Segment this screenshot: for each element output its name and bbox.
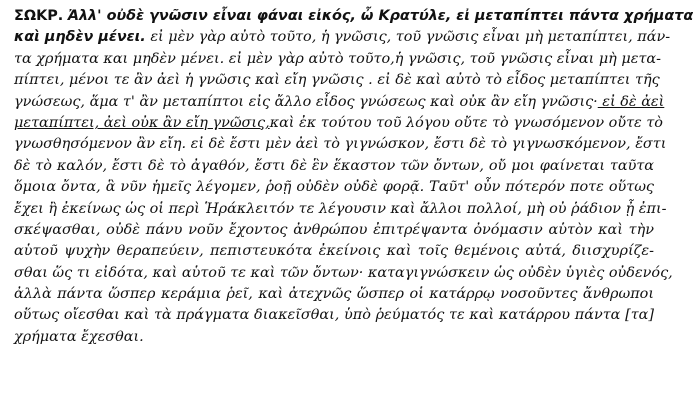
underlined-text: εἰ δὲ ἀεὶ (597, 93, 665, 110)
text-line: δὲ τὸ καλόν, ἔστι δὲ τὸ ἀγαθόν, ἔστι δὲ ἓν ἕκαστον τῶν ὄντων, οὔ μοι φαίνεται ταῦτα (14, 157, 654, 174)
text-line: ἔχει ἢ ἐκείνως ὡς οἱ περὶ Ἡράκλειτόν τε λέγουσιν καὶ ἄλλοι πολλοί, μὴ οὐ ῥάδιον ᾖ ἐπι- (14, 200, 667, 217)
text-line: οὕτως οἴεσθαι καὶ τὰ πράγματα διακεῖσθαι, ὑπὸ ῥεύματός τε καὶ κατάρρου πάντα [τα] (14, 307, 654, 324)
text-line (14, 92, 665, 113)
underlined-text: μεταπίπτει, ἀεὶ οὐκ ἂν εἴη γνῶσις, (14, 114, 270, 131)
text-line: αὑτοῦ ψυχὴν θεραπεύειν, πεπιστευκότα ἐκείνοις καὶ τοῖς θεμένοις αὐτά, διισχυρίζε- (14, 243, 654, 260)
text-line: πίπτει, μένοι τε ἂν ἀεὶ ἡ γνῶσις καὶ εἴη γνῶσις . εἰ δὲ καὶ αὐτὸ τὸ εἶδος μεταπίπτει τῆς (14, 72, 660, 89)
text-line: γνωσθησόμενον ἂν εἴη. εἰ δὲ ἔστι μὲν ἀεὶ τὸ γιγνώσκον, ἔστι δὲ τὸ γιγνωσκόμενον, ἔστι (14, 136, 667, 153)
line-text: καὶ ἐκ τούτου τοῦ λόγου οὔτε τὸ γνωσόμενον οὔτε τὸ (269, 114, 663, 131)
text-line: ἀλλὰ πάντα ὥσπερ κεράμια ῥεῖ, καὶ ἀτεχνῶς ὥσπερ οἱ κατάρρῳ νοσοῦντες ἄνθρωποι (14, 286, 654, 303)
text-line (14, 113, 663, 134)
text-line: τα χρήματα και μηδὲν μένει. εἰ μὲν γὰρ αὐτὸ τοῦτο,ἡ γνῶσις, τοῦ γνῶσις εἶναι μὴ μετα- (14, 50, 661, 67)
text-line (14, 27, 671, 48)
text-line: ὅμοια ὄντα, ἃ νῦν ἡμεῖς λέγομεν, ῥοῇ οὐδὲν οὐδὲ φορᾷ. Ταῦτ' οὖν πότερόν ποτε οὕτως (14, 179, 654, 196)
text-line: χρήματα ἔχεσθαι. (14, 328, 144, 345)
text-line (14, 6, 693, 27)
line-text: εἰ μὲν γὰρ αὐτὸ τοῦτο, ἡ γνῶσις, τοῦ γνῶσις εἶναι μὴ μεταπίπτει, πάν- (145, 29, 671, 46)
bold-text: καὶ μηδὲν μένει. (14, 29, 146, 46)
bold-text: Ἀλλ' οὐδὲ γνῶσιν εἶναι φάναι εἰκός, ὦ Κρατύλε, εἰ μεταπίπτει πάντα χρήματα (67, 8, 693, 24)
text-line: σθαι ὥς τι εἰδότα, καὶ αὑτοῦ τε καὶ τῶν ὄντων· καταγιγνώσκειν ὡς οὐδὲν ὑγιὲς οὐδενός, (14, 264, 673, 281)
line-text: γνώσεως, ἅμα τ' ἂν μεταπίπτοι εἰς ἄλλο εἶδος γνώσεως καὶ οὐκ ἂν εἴη γνῶσις· (14, 93, 598, 110)
text-line: σκέψασθαι, οὐδὲ πάνυ νοῦν ἔχοντος ἀνθρώπου ἐπιτρέψαντα ὀνόμασιν αὑτὸν καὶ τὴν (14, 221, 654, 238)
speaker-label: ΣΩΚΡ. (14, 8, 64, 24)
